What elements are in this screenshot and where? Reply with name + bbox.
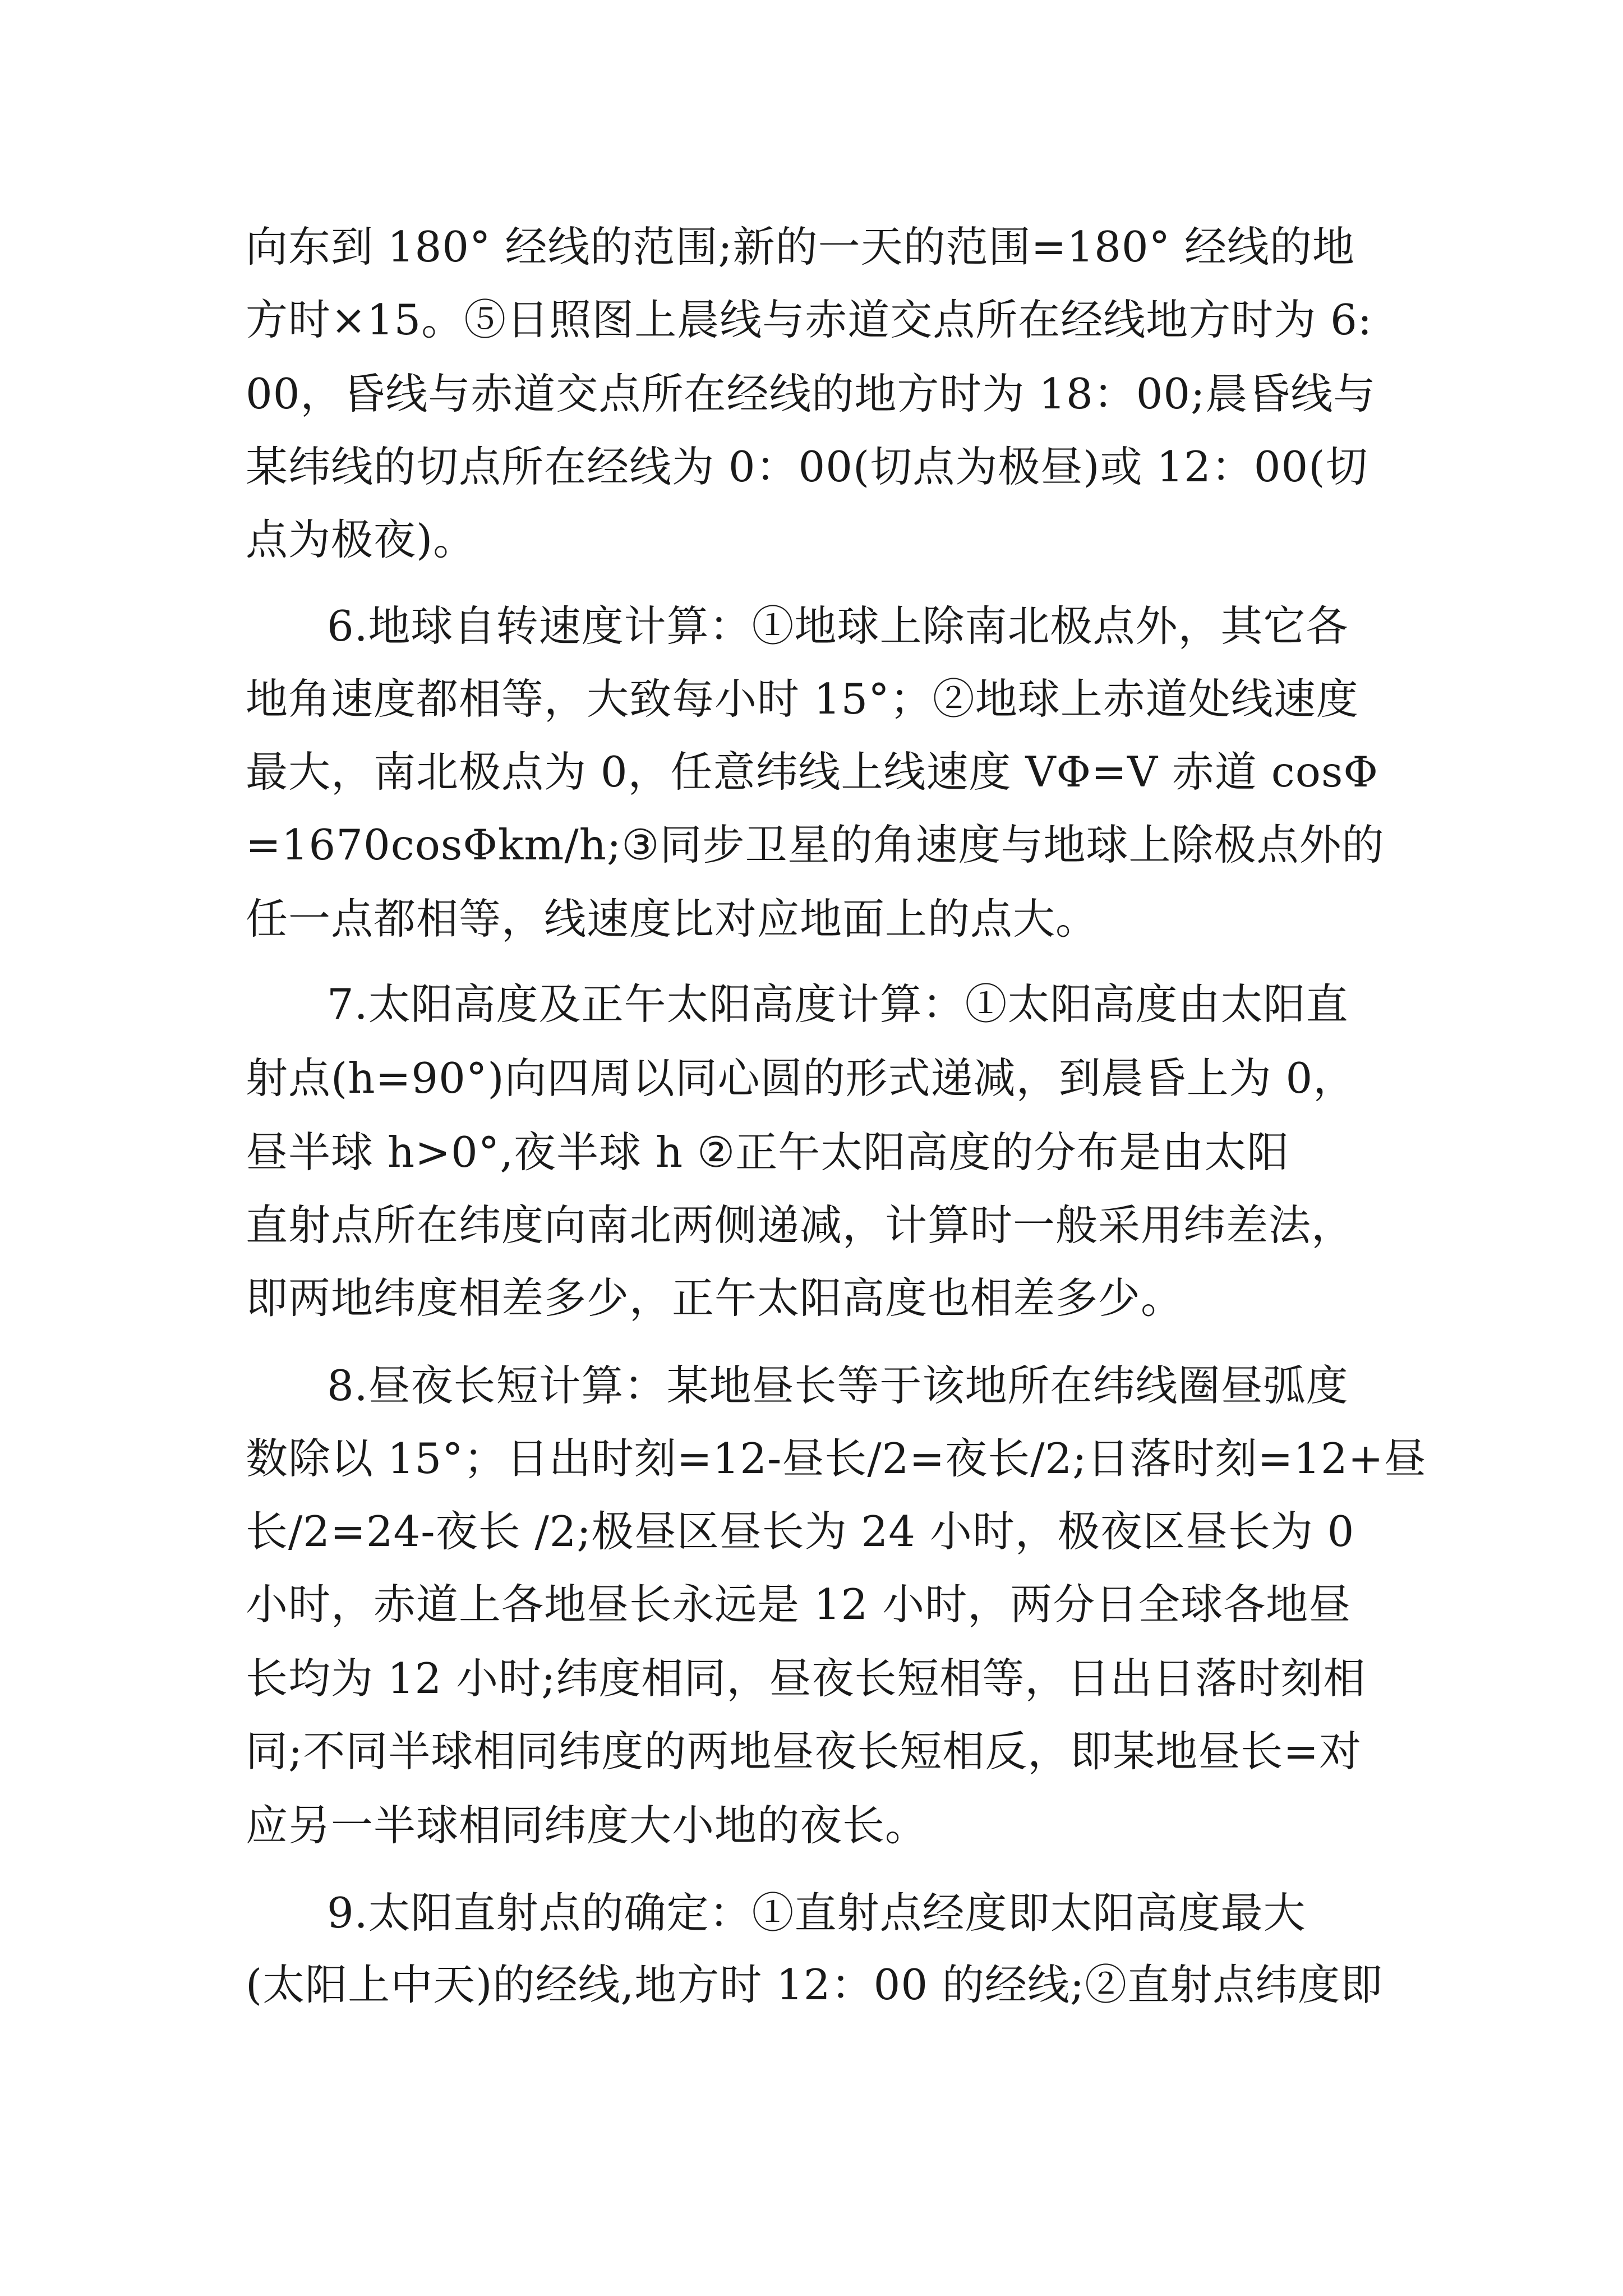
text-line: 方时×15。⑤日照图上晨线与赤道交点所在经线地方时为 6: bbox=[246, 295, 1373, 344]
text-line: (太阳上中天)的经线,地方时 12：00 的经线;②直射点纬度即 bbox=[246, 1960, 1384, 2009]
section-9-heading-line: 9.太阳直射点的确定：①直射点经度即太阳高度最大 bbox=[327, 1888, 1306, 1938]
section-6-heading-line: 6.地球自转速度计算：①地球上除南北极点外，其它各 bbox=[327, 601, 1349, 651]
text-line: 点为极夜)。 bbox=[246, 515, 476, 564]
text-line: 数除以 15°；日出时刻=12-昼长/2=夜长/2;日落时刻=12+昼 bbox=[246, 1434, 1427, 1483]
text-line: 任一点都相等，线速度比对应地面上的点大。 bbox=[246, 894, 1099, 944]
text-line: 长均为 12 小时;纬度相同，昼夜长短相等，日出日落时刻相 bbox=[246, 1654, 1366, 1703]
text-line: 同;不同半球相同纬度的两地昼夜长短相反，即某地昼长=对 bbox=[246, 1727, 1362, 1776]
section-7-heading-line: 7.太阳高度及正午太阳高度计算：①太阳高度由太阳直 bbox=[327, 979, 1349, 1029]
text-line: 最大，南北极点为 0，任意纬线上线速度 VΦ=V 赤道 cosΦ bbox=[246, 747, 1378, 797]
text-line: 某纬线的切点所在经线为 0：00(切点为极昼)或 12：00(切 bbox=[246, 442, 1368, 491]
text-line: 00，昏线与赤道交点所在经线的地方时为 18：00;晨昏线与 bbox=[246, 369, 1376, 418]
text-line: 长/2=24-夜长 /2;极昼区昼长为 24 小时，极夜区昼长为 0 bbox=[246, 1507, 1355, 1556]
text-line: =1670cosΦkm/h;③同步卫星的角速度与地球上除极点外的 bbox=[246, 820, 1385, 869]
text-line: 昼半球 h>0°,夜半球 h ②正午太阳高度的分布是由太阳 bbox=[246, 1128, 1290, 1177]
text-line: 应另一半球相同纬度大小地的夜长。 bbox=[246, 1801, 928, 1850]
text-line: 地角速度都相等，大致每小时 15°；②地球上赤道处线速度 bbox=[246, 674, 1359, 724]
text-line: 直射点所在纬度向南北两侧递减，计算时一般采用纬差法， bbox=[246, 1200, 1354, 1250]
section-8-heading-line: 8.昼夜长短计算：某地昼长等于该地所在纬线圈昼弧度 bbox=[327, 1361, 1349, 1410]
text-line: 即两地纬度相差多少，正午太阳高度也相差多少。 bbox=[246, 1273, 1184, 1323]
text-line: 射点(h=90°)向四周以同心圆的形式递减，到晨昏上为 0， bbox=[246, 1053, 1356, 1103]
text-line: 向东到 180° 经线的范围;新的一天的范围=180° 经线的地 bbox=[246, 222, 1355, 272]
text-line: 小时，赤道上各地昼长永远是 12 小时，两分日全球各地昼 bbox=[246, 1580, 1352, 1629]
